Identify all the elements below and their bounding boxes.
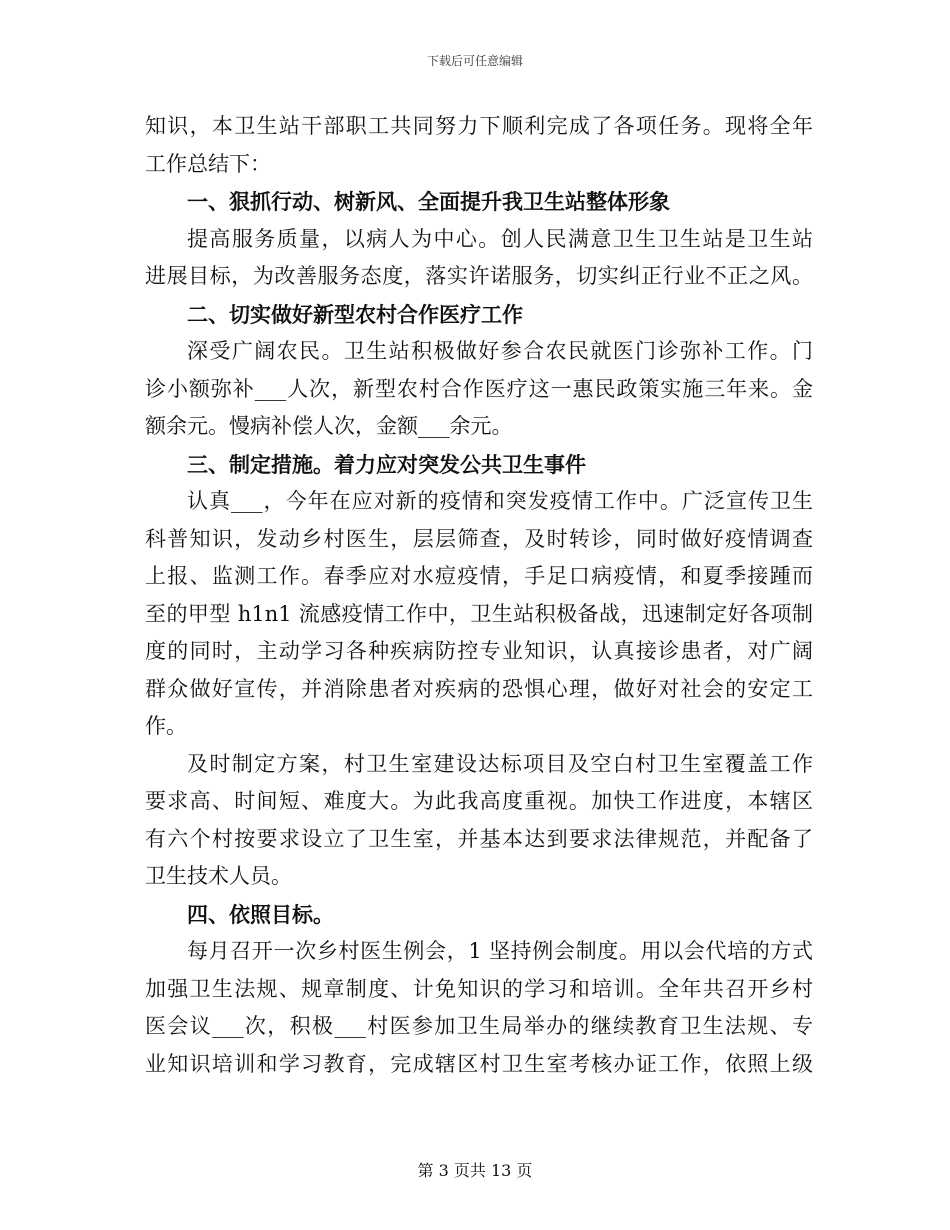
section-heading: 二、切实做好新型农村合作医疗工作 xyxy=(187,301,523,327)
document-body xyxy=(145,108,813,1083)
paragraph-line: 提高服务质量，以病人为中心。创人民满意卫生卫生站是卫生站 xyxy=(187,226,813,251)
paragraph-line: 知识，本卫生站干部职工共同努力下顺利完成了各项任务。现将全年 xyxy=(145,114,813,138)
paragraph-line: 业知识培训和学习教育，完成辖区村卫生室考核办证工作，依照上级 xyxy=(145,1051,813,1076)
section-heading: 一、狠抓行动、树新风、全面提升我卫生站整体形象 xyxy=(187,189,670,214)
paragraph-line: 上报、监测工作。春季应对水痘疫情，手足口病疫情，和夏季接踵而 xyxy=(145,564,813,588)
paragraph-line: 群众做好宣传，并消除患者对疾病的恐惧心理，做好对社会的安定工 xyxy=(145,676,813,701)
paragraph-line: 认真___，今年在应对新的疫情和突发疫情工作中。广泛宣传卫生 xyxy=(187,489,813,513)
paragraph-line: 额余元。慢病补偿人次，金额___余元。 xyxy=(145,414,513,438)
paragraph-line: 作。 xyxy=(145,714,187,738)
paragraph-line: 诊小额弥补___人次，新型农村合作医疗这一惠民政策实施三年来。金 xyxy=(145,376,813,401)
paragraph-line: 每月召开一次乡村医生例会，1 坚持例会制度。用以会代培的方式 xyxy=(187,939,813,963)
page-header: 下载后可任意编辑 xyxy=(426,54,523,68)
page-number-footer: 第 3 页共 13 页 xyxy=(417,1161,533,1180)
paragraph-line: 深受广阔农民。卫生站积极做好参合农民就医门诊弥补工作。门 xyxy=(187,339,813,363)
paragraph-line: 工作总结下： xyxy=(145,151,271,176)
paragraph-line: 进展目标，为改善服务态度，落实许诺服务，切实纠正行业不正之风。 xyxy=(145,264,813,288)
paragraph-line: 及时制定方案，村卫生室建设达标项目及空白村卫生室覆盖工作 xyxy=(187,751,813,776)
paragraph-line: 要求高、时间短、难度大。为此我高度重视。加快工作进度，本辖区 xyxy=(145,789,813,813)
paragraph-line: 至的甲型 h1n1 流感疫情工作中，卫生站积极备战，迅速制定好各项制 xyxy=(145,601,813,626)
paragraph-line: 科普知识，发动乡村医生，层层筛查，及时转诊，同时做好疫情调查 xyxy=(145,526,813,551)
section-heading: 三、制定措施。着力应对突发公共卫生事件 xyxy=(187,451,586,477)
paragraph-line: 卫生技术人员。 xyxy=(145,864,292,888)
paragraph-line: 度的同时，主动学习各种疾病防控专业知识，认真接诊患者，对广阔 xyxy=(145,639,813,663)
paragraph-line: 加强卫生法规、规章制度、计免知识的学习和培训。全年共召开乡村 xyxy=(145,976,813,1001)
paragraph-line: 医会议___次，积极___村医参加卫生局举办的继续教育卫生法规、专 xyxy=(145,1014,813,1038)
paragraph-line: 有六个村按要求设立了卫生室，并基本达到要求法律规范，并配备了 xyxy=(145,826,813,851)
section-heading: 四、依照目标。 xyxy=(187,901,334,927)
